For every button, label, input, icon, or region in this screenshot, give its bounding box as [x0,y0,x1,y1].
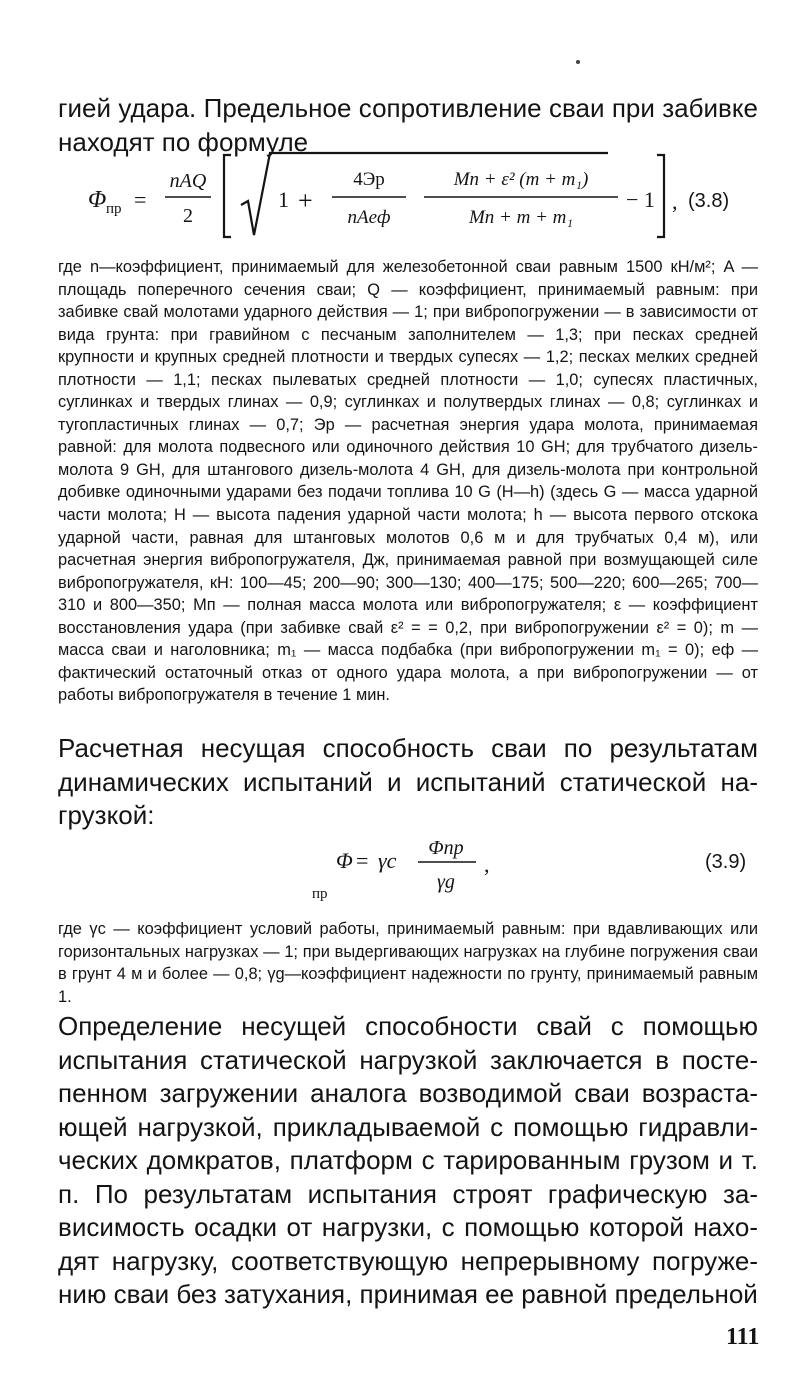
coef-numerator: nAQ [169,170,207,192]
explanation-paragraph: где n—коэффициент, принимаемый для железобетонной сваи равным 1500 кН/м²; A — площадь поперечного сечения сваи; Q — коэффициент, принимаемый равным: при забивке свай молотами ударного действия — 1; при вибропогружении — в зависимости от вида грунта: при гравийном с песчаным заполнителем — 1,3; при песках средней крупности и крупных средней плотности и твердых супесях — 1,2; песках мелких средней плотности — 1,1; песках пылеватых средней плотности — 1,0; супесях пластичных, суглинках и твердых глинах — 0,9; суглинках и полутвердых глинах — 0,8; суглинках и тугопластичных глинах — 0,7; Эр — расчетная энергия удара молота, принимаемая равной: для молота подвесного или одиночного действия 10 GH; для трубчатого дизель-молота 9 GH, для штангового дизель-молота 4 GH, для дизель-молота при контрольной добивке одиночными ударами без подачи топлива 10 G (H—h) (здесь G — масса ударной части молота; H — высота падения ударной части молота; h — высота первого отскока ударной части, равная для штанговых молотов 0,6 м и для трубчатых 0,4 м), или расчетная энергия вибропогружателя, Дж, принимаемая равной при возмущающей силе вибропогружателя, кН: 100—45; 200—90; 300—130; 400—175; 500—220; 600—265; 700—310 и 800—350; Mп — полная масса молота или вибропогружателя; ε — коэффициент восстановления удара (при забивке свай ε² = = 0,2, при вибропогружении ε² = 0); m — масса сваи и наголовника; m₁ — масса подбабка (при вибропогружении m₁ = 0); eф — фактический остаточный отказ от одного удара молота, а при вибропогружении — от работы вибропогружателя в течение 1 мин. [58,258,758,705]
frac1-denominator: nAeф [347,207,391,228]
page-number: 111 [726,1324,760,1350]
formula-lhs-subscript: пр [106,201,122,217]
frac1-numerator: 4Эр [353,169,385,190]
print-speck [576,60,580,64]
formula-equals: = [356,848,369,873]
frac2-denominator: Mп + m + m₁ [468,207,574,228]
formula-equals: = [134,187,147,212]
formula-lhs-symbol: Φ [88,187,107,213]
frac2-numerator: Mп + ε² (m + m₁) [453,169,589,190]
frac-denominator: γg [437,871,455,893]
left-bracket [224,155,231,237]
formula-lhs-symbol: Φ [336,848,353,873]
frac-numerator: Φпр [428,837,464,859]
formula-number: (3.8) [688,190,730,212]
formula-comma: , [672,189,678,214]
formula-minus-one: − 1 [626,187,655,212]
formula-comma: , [484,852,490,877]
formula-3-8 [88,145,768,245]
formula-3-9 [300,820,760,910]
formula-number: (3.9) [705,851,747,873]
formula-lhs-subscript: пр [312,886,328,902]
explanation-paragraph-2: где γc — коэффициент условий работы, принимаемый равным: при вдавливающих или горизонтальных нагрузках — 1; при выдергивающих нагрузках на глубине погружения сваи в грунт 4 м и более — 0,8; γg—коэффициент надежности по грунту, принимаемый равным 1. [58,920,758,1006]
formula-one: 1 [278,187,289,212]
right-bracket [657,155,664,237]
coef-denominator: 2 [183,205,193,227]
body-paragraph: Определение несущей способности свай с помощью испытания статической нагрузкой заключается в постепенном загружении аналога возводимой сваи возрастающей нагрузкой, прикладываемой с помощью гидравлических домкратов, платформ с тарированным грузом и т. п. По результатам испытания строят графическую зависимость осадки от нагрузки, с помощью которой находят нагрузку, соответствующую непрерывному погружению сваи без затухания, принимая ее равной предельной [58,1011,758,1309]
gamma-c: γc [378,848,397,873]
section-heading: Расчетная несущая способность сваи по результатам динамических испытаний и испытаний статической нагрузкой: [58,733,758,830]
intro-paragraph: гией удара. Предельное сопротивление сваи при забивке находят по формуле [58,93,758,157]
formula-plus: + [298,186,313,215]
